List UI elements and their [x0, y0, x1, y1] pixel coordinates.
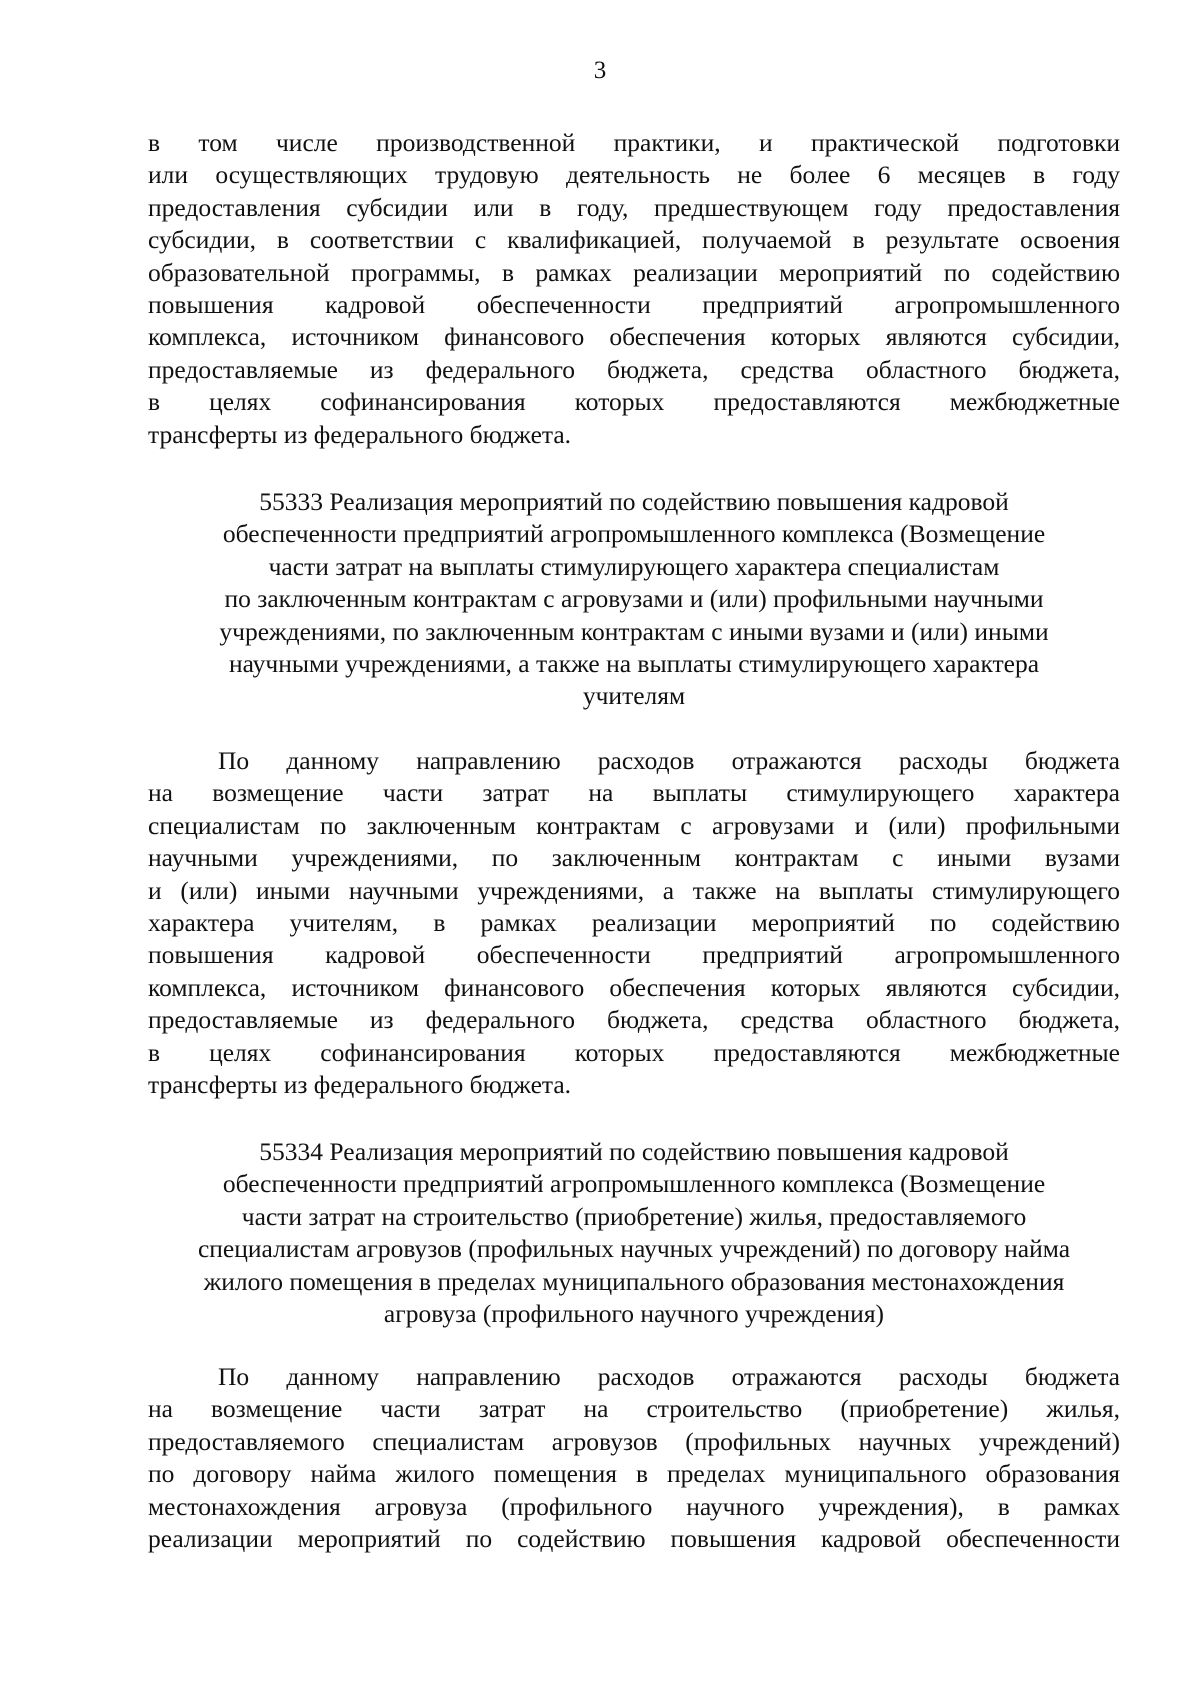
text-line: повышения кадровой обеспеченности предприятий агропромышленного: [148, 289, 1120, 319]
heading-line: 55333 Реализация мероприятий по содействию повышения кадровой: [259, 487, 1009, 516]
paragraph-55334-description: [148, 1361, 1120, 1555]
text-line: специалистам по заключенным контрактам с агровузами и (или) профильными: [148, 810, 1120, 840]
text-line: повышения кадровой обеспеченности предприятий агропромышленного: [148, 940, 1120, 970]
text-line: научными учреждениями, по заключенным контрактам с иными вузами: [148, 843, 1120, 873]
heading-line: учреждениями, по заключенным контрактам с иными вузами и (или) иными: [219, 616, 1049, 646]
text-line: предоставляемого специалистам агровузов (профильных научных учреждений): [148, 1426, 1120, 1456]
heading-line: обеспеченности предприятий агропромышленного комплекса (Возмещение: [222, 1169, 1046, 1199]
text-line: По данному направлению расходов отражаются расходы бюджета: [218, 1362, 1120, 1391]
text-line: местонахождения агровуза (профильного научного учреждения), в рамках: [148, 1491, 1120, 1521]
heading-line: агровуза (профильного научного учреждения): [383, 1298, 885, 1328]
text-line: в целях софинансирования которых предоставляются межбюджетные: [148, 387, 1120, 417]
heading-line: по заключенным контрактам с агровузами и (или) профильными научными: [224, 584, 1044, 614]
heading-line: научными учреждениями, а также на выплаты стимулирующего характера: [228, 648, 1040, 678]
section-heading-55333: [148, 486, 1120, 713]
text-line: и (или) иными научными учреждениями, а также на выплаты стимулирующего: [148, 875, 1120, 905]
text-line: предоставляемые из федерального бюджета, средства областного бюджета,: [148, 1005, 1120, 1035]
text-line: в том числе производственной практики, и практической подготовки: [148, 128, 1120, 157]
text-line: По данному направлению расходов отражаются расходы бюджета: [218, 746, 1120, 775]
text-line: предоставления субсидии или в году, предшествующем году предоставления: [148, 192, 1120, 222]
page-number: 3: [593, 57, 607, 84]
text-line: комплекса, источником финансового обеспечения которых являются субсидии,: [148, 972, 1120, 1002]
heading-line: учителям: [582, 681, 686, 711]
text-line: субсидии, в соответствии с квалификацией, получаемой в результате освоения: [148, 225, 1120, 255]
text-line: комплекса, источником финансового обеспечения которых являются субсидии,: [148, 322, 1120, 352]
heading-line: части затрат на выплаты стимулирующего характера специалистам: [268, 551, 1000, 581]
heading-line: специалистам агровузов (профильных научных учреждений) по договору найма: [197, 1234, 1071, 1264]
text-line: или осуществляющих трудовую деятельность не более 6 месяцев в году: [148, 160, 1120, 190]
text-line: реализации мероприятий по содействию повышения кадровой обеспеченности: [148, 1523, 1120, 1553]
heading-line: части затрат на строительство (приобретение) жилья, предоставляемого: [241, 1201, 1027, 1231]
text-line: на возмещение части затрат на строительство (приобретение) жилья,: [148, 1394, 1120, 1424]
text-line: трансферты из федерального бюджета.: [148, 419, 572, 449]
text-line: в целях софинансирования которых предоставляются межбюджетные: [148, 1037, 1120, 1067]
paragraph-continuation: [148, 127, 1120, 451]
text-line: на возмещение части затрат на выплаты стимулирующего характера: [148, 778, 1120, 808]
text-line: предоставляемые из федерального бюджета, средства областного бюджета,: [148, 354, 1120, 384]
paragraph-55333-description: [148, 745, 1120, 1101]
text-line: по договору найма жилого помещения в пределах муниципального образования: [148, 1459, 1120, 1489]
section-heading-55334: [148, 1136, 1120, 1330]
text-line: характера учителям, в рамках реализации мероприятий по содействию: [148, 907, 1120, 937]
heading-line: обеспеченности предприятий агропромышленного комплекса (Возмещение: [222, 519, 1046, 549]
heading-line: жилого помещения в пределах муниципального образования местонахождения: [203, 1266, 1065, 1296]
text-line: трансферты из федерального бюджета.: [148, 1069, 572, 1099]
heading-line: 55334 Реализация мероприятий по содействию повышения кадровой: [259, 1137, 1009, 1166]
text-line: образовательной программы, в рамках реализации мероприятий по содействию: [148, 257, 1120, 287]
